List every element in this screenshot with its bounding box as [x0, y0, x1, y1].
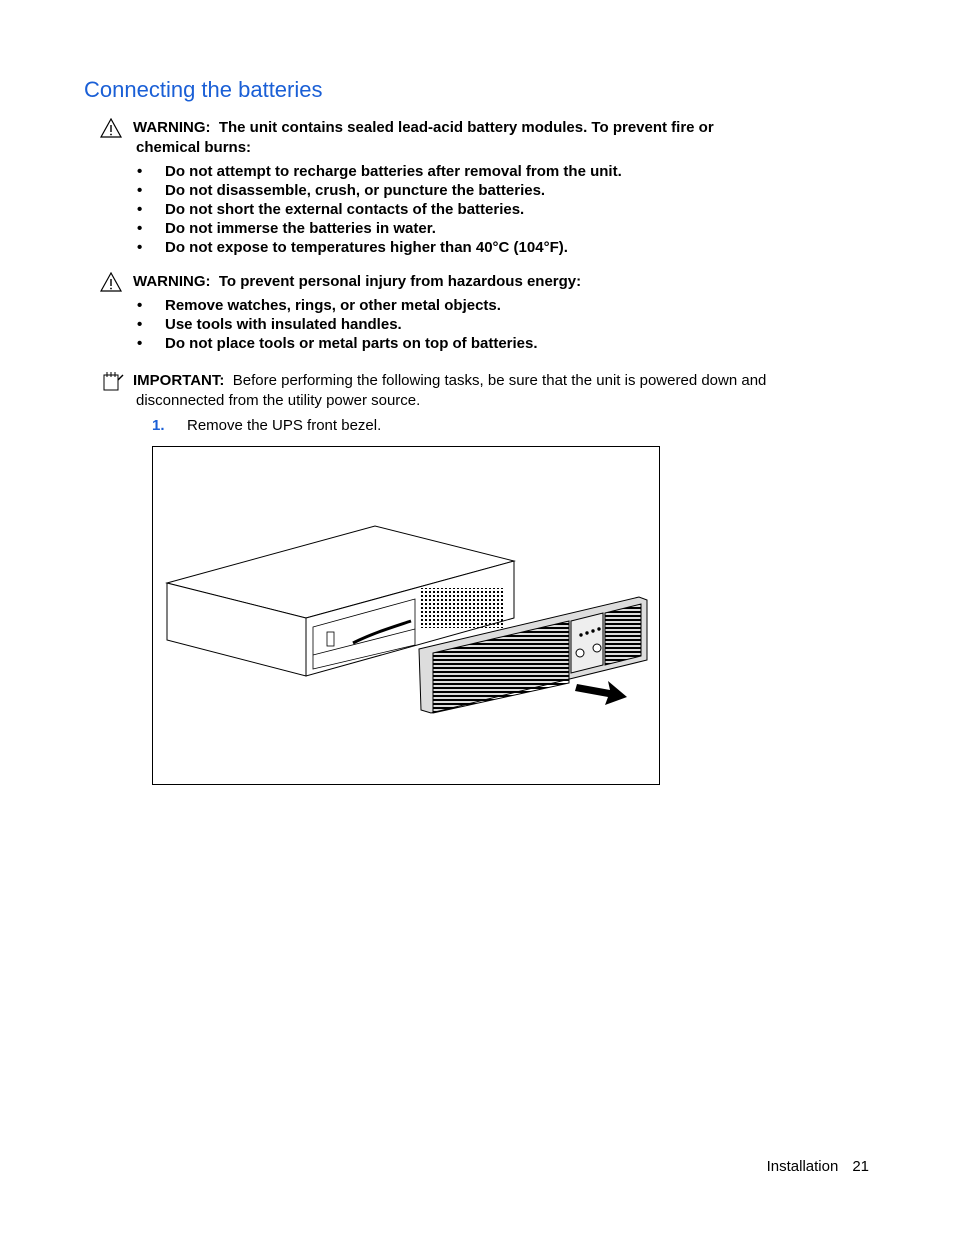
- list-item: • Do not expose to temperatures higher than 40°C (104°F).: [137, 239, 568, 256]
- list-item: • Do not immerse the batteries in water.: [137, 220, 436, 237]
- list-item: • Do not attempt to recharge batteries after removal from the unit.: [137, 163, 622, 180]
- list-item: • Use tools with insulated handles.: [137, 316, 402, 333]
- footer-section: Installation: [766, 1158, 839, 1175]
- warning-icon: [100, 272, 126, 292]
- important-text: IMPORTANT: Before performing the following tasks, be sure that the unit is powered down and: [133, 372, 767, 389]
- warning-text: WARNING: To prevent personal injury from hazardous energy:: [133, 273, 582, 290]
- ups-illustration: [153, 447, 659, 784]
- warning-notice-battery: [100, 118, 820, 257]
- step-item: [152, 417, 381, 434]
- arrow-icon: [575, 681, 627, 705]
- important-icon: [100, 371, 126, 391]
- warning-list: [100, 296, 820, 353]
- list-item: • Do not disassemble, crush, or puncture the batteries.: [137, 182, 546, 199]
- page-number: 21: [852, 1158, 869, 1175]
- warning-label: WARNING:: [133, 119, 211, 136]
- warning-icon: [100, 118, 126, 138]
- list-item: • Do not place tools or metal parts on top of batteries.: [137, 335, 538, 352]
- page-title: Connecting the batteries: [84, 77, 323, 102]
- important-label: IMPORTANT:: [133, 372, 225, 389]
- important-text-continued: disconnected from the utility power source.: [136, 392, 421, 409]
- warning-label: WARNING:: [133, 273, 211, 290]
- list-item: • Remove watches, rings, or other metal objects.: [137, 297, 501, 314]
- warning-list: [100, 162, 820, 257]
- warning-notice-energy: [100, 272, 820, 353]
- list-item: • Do not short the external contacts of the batteries.: [137, 201, 525, 218]
- step-number: 1.: [152, 417, 165, 434]
- ups-bezel-removal-figure: [152, 446, 660, 785]
- important-notice: [100, 371, 820, 411]
- warning-text: WARNING: The unit contains sealed lead-acid battery modules. To prevent fire or: [133, 119, 714, 136]
- ups-vent-grid: [419, 588, 505, 628]
- page-footer: [767, 1158, 869, 1175]
- step-text: Remove the UPS front bezel.: [187, 417, 382, 434]
- warning-text-continued: chemical burns:: [136, 139, 252, 156]
